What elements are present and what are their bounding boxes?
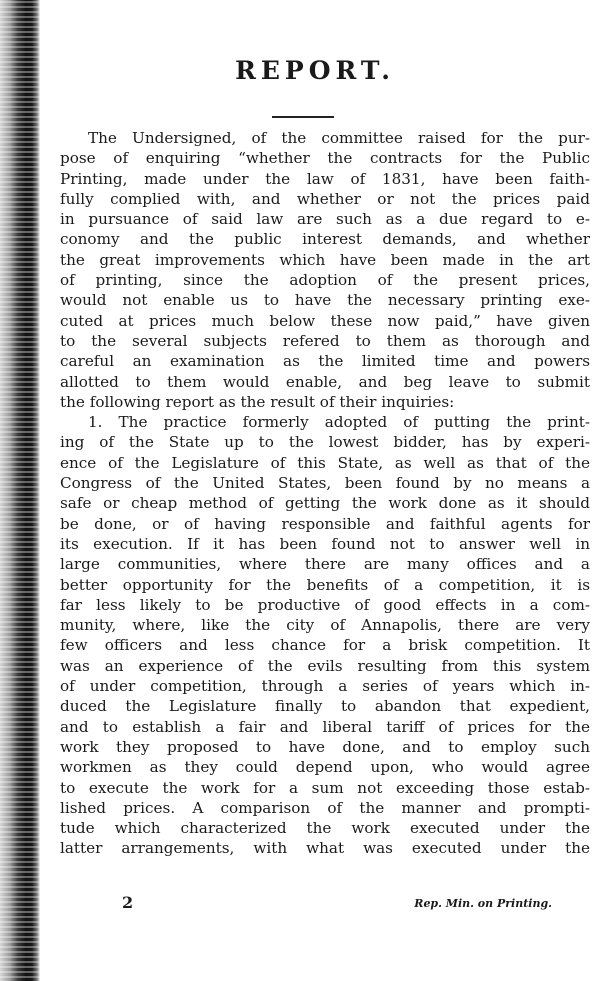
text-line: ing of the State up to the lowest bidder, has by experi- xyxy=(60,433,590,452)
text-line: be done, or of having responsible and faithful agents for xyxy=(60,514,590,533)
text-line: cuted at prices much below these now paid,” have given xyxy=(60,311,590,330)
text-line: safe or cheap method of getting the work done as it should xyxy=(60,494,590,513)
text-line: was an experience of the evils resulting from this system xyxy=(60,656,590,675)
text-line: its execution. If it has been found not to answer well in xyxy=(60,534,590,553)
text-line: to the several subjects refered to them as thorough and xyxy=(60,331,590,350)
text-line: to execute the work for a sum not exceeding those estab- xyxy=(60,778,590,797)
title-divider xyxy=(272,116,334,118)
text-line: workmen as they could depend upon, who would agree xyxy=(60,758,590,777)
text-line: the following report as the result of their inquiries: xyxy=(60,392,455,411)
text-line: the great improvements which have been made in the art xyxy=(60,250,590,269)
text-line: 1. The practice formerly adopted of putting the print- xyxy=(88,413,590,432)
scanned-binding-edge xyxy=(0,0,40,981)
page-title: REPORT. xyxy=(235,56,395,85)
text-line: and to establish a fair and liberal tariff of prices for the xyxy=(60,717,590,736)
text-line: lished prices. A comparison of the manner and prompti- xyxy=(60,798,590,817)
text-line: Printing, made under the law of 1831, have been faith- xyxy=(60,169,590,188)
text-line: work they proposed to have done, and to employ such xyxy=(60,737,590,756)
text-line: munity, where, like the city of Annapolis, there are very xyxy=(60,616,590,635)
text-line: latter arrangements, with what was executed under the xyxy=(60,839,590,858)
text-line: Congress of the United States, been found by no means a xyxy=(60,474,590,493)
report-body xyxy=(60,128,590,859)
text-line: would not enable us to have the necessary printing exe- xyxy=(60,291,590,310)
text-line: better opportunity for the benefits of a competition, it is xyxy=(60,575,590,594)
text-line: ence of the Legislature of this State, as well as that of the xyxy=(60,453,590,472)
text-line: fully complied with, and whether or not the prices paid xyxy=(60,189,590,208)
page-number: 2 xyxy=(122,893,134,912)
document-page xyxy=(50,0,590,981)
text-line: allotted to them would enable, and beg leave to submit xyxy=(60,372,590,391)
text-line: few officers and less chance for a brisk competition. It xyxy=(60,636,590,655)
text-line: conomy and the public interest demands, and whether xyxy=(60,230,590,249)
text-line: tude which characterized the work executed under the xyxy=(60,819,590,838)
text-line: large communities, where there are many offices and a xyxy=(60,555,590,574)
text-line: The Undersigned, of the committee raised for the pur- xyxy=(88,129,590,147)
text-line: of printing, since the adoption of the present prices, xyxy=(60,271,590,290)
text-line: duced the Legislature finally to abandon that expedient, xyxy=(60,697,590,716)
text-line: pose of enquiring “whether the contracts for the Public xyxy=(60,149,590,168)
text-line: in pursuance of said law are such as a due regard to e- xyxy=(60,210,590,229)
text-line: careful an examination as the limited time and powers xyxy=(60,352,590,371)
text-line: of under competition, through a series of years which in- xyxy=(60,677,590,696)
signature-mark: Rep. Min. on Printing. xyxy=(414,897,552,910)
text-line: far less likely to be productive of good effects in a com- xyxy=(60,595,590,614)
